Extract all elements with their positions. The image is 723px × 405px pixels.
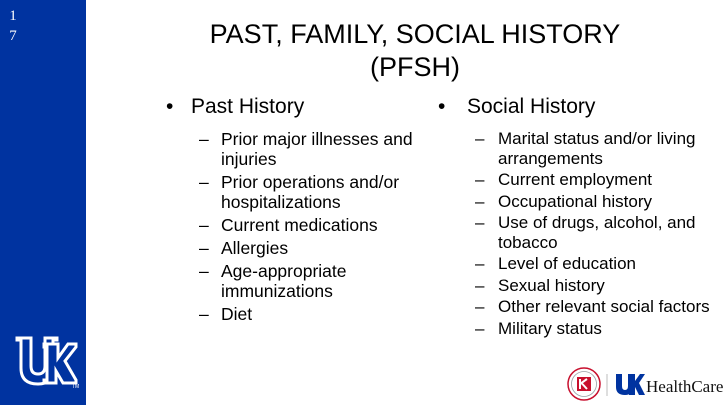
past-history-heading-text: Past History: [191, 95, 305, 118]
list-item: [438, 213, 710, 252]
past-history-list: [166, 129, 416, 324]
dash-marker: –: [199, 172, 209, 192]
list-item-text: Prior operations and/or hospitalizations: [221, 172, 400, 212]
list-item-text: Current employment: [498, 170, 653, 189]
list-item-text: Sexual history: [498, 275, 605, 295]
dash-marker: –: [475, 275, 485, 295]
social-history-heading: [438, 94, 710, 120]
list-item: [438, 129, 710, 168]
slide-number: [6, 6, 20, 46]
list-item-text: Prior major illnesses and injuries: [221, 129, 413, 169]
list-item-text: Military status: [498, 318, 602, 338]
dash-marker: –: [199, 215, 209, 235]
uk-healthcare-wordmark: HealthCare: [646, 377, 723, 396]
dash-marker: –: [199, 238, 209, 258]
list-item: [166, 304, 416, 324]
slide-number-digit-2: 7: [9, 28, 17, 44]
slide-number-digit-1: 1: [9, 8, 17, 24]
list-item: [166, 129, 416, 169]
title-line-2: (PFSH): [370, 52, 460, 82]
dash-marker: –: [475, 254, 485, 273]
dash-marker: –: [475, 170, 485, 189]
title-line-1: PAST, FAMILY, SOCIAL HISTORY: [209, 19, 621, 49]
list-item-text: Level of education: [498, 254, 636, 273]
list-item-text: Diet: [221, 304, 253, 324]
list-item: [438, 192, 710, 212]
dash-marker: –: [199, 261, 209, 281]
list-item-text: Occupational history: [498, 191, 653, 211]
list-item-text: Marital status and/or living arrangements: [498, 129, 696, 168]
page-title: [110, 18, 720, 84]
dash-marker: –: [475, 191, 485, 211]
sidebar: [0, 0, 86, 405]
list-item-text: Current medications: [221, 215, 378, 235]
dash-marker: –: [475, 213, 485, 232]
uk-healthcare-logo-icon: [616, 374, 645, 395]
list-item: [166, 238, 416, 258]
past-history-column: [166, 94, 416, 327]
svg-text:TM: TM: [72, 384, 80, 390]
past-history-heading: [166, 94, 416, 120]
dash-marker: –: [475, 297, 485, 316]
list-item: [166, 215, 416, 235]
social-history-heading-text: Social History: [467, 95, 596, 118]
list-item-text: Allergies: [221, 238, 289, 258]
dash-marker: –: [475, 318, 485, 338]
list-item: [438, 319, 710, 339]
list-item: [438, 297, 710, 317]
bullet-dot: •: [438, 95, 446, 118]
dash-marker: –: [199, 304, 209, 324]
list-item-text: Use of drugs, alcohol, and tobacco: [498, 213, 696, 252]
list-item: [438, 254, 710, 274]
dash-marker: –: [199, 129, 209, 149]
list-item-text: Other relevant social factors: [498, 297, 710, 316]
list-item: [166, 172, 416, 212]
kentucky-children-hospital-icon: [568, 368, 600, 400]
list-item-text: Age-appropriate immunizations: [221, 261, 347, 301]
list-item: [438, 170, 710, 190]
bullet-dot: •: [166, 95, 174, 118]
social-history-column: [438, 94, 710, 340]
dash-marker: –: [475, 129, 485, 148]
list-item: [438, 276, 710, 296]
social-history-list: [438, 129, 710, 338]
uk-logo-icon: [14, 334, 78, 390]
list-item: [166, 261, 416, 301]
